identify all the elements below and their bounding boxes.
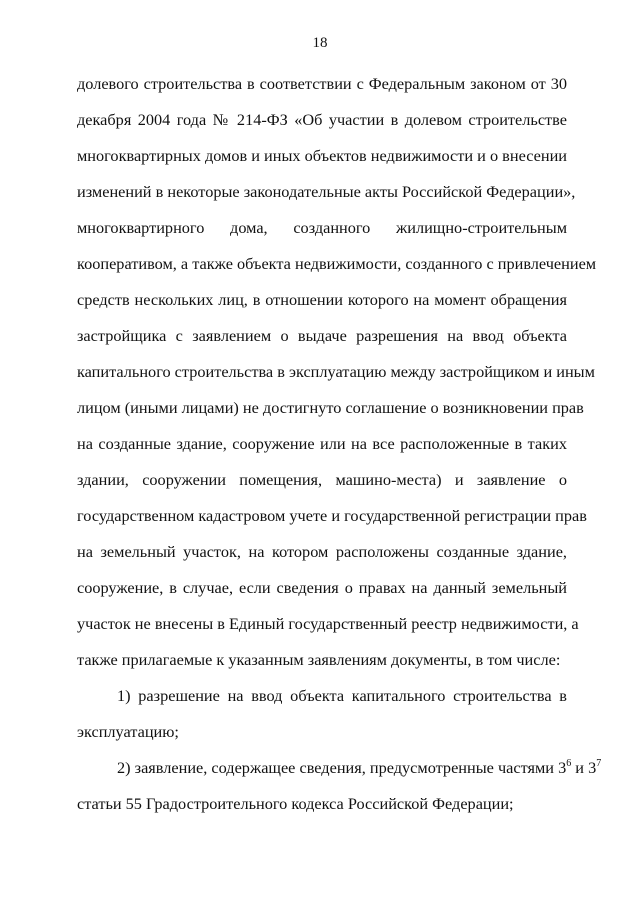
superscript-6: 6 xyxy=(566,758,572,769)
text-line: лицом (иными лицами) не достигнуто соглашение о возникновении прав xyxy=(77,398,584,417)
text-line: застройщика с заявлением о выдаче разрешения на ввод объекта xyxy=(77,326,567,345)
text-line: здании, сооружении помещения, машино-места) и заявление о xyxy=(77,470,567,489)
text-line: участок не внесены в Единый государственный реестр недвижимости, а xyxy=(77,614,579,633)
text-line: на созданные здание, сооружение или на все расположенные в таких xyxy=(77,434,567,453)
superscript-7: 7 xyxy=(596,758,602,769)
list-item-2-text-and: и 3 xyxy=(571,758,597,777)
text-line: государственном кадастровом учете и государственной регистрации прав xyxy=(77,506,587,525)
text-line: капитального строительства в эксплуатацию между застройщиком и иным xyxy=(77,362,595,381)
list-item-1-continuation: эксплуатацию; xyxy=(77,722,179,741)
list-item-1-line: 1) разрешение на ввод объекта капитального строительства в xyxy=(117,686,567,705)
text-line: многоквартирных домов и иных объектов недвижимости и о внесении xyxy=(77,146,567,165)
text-line: на земельный участок, на котором расположены созданные здание, xyxy=(77,542,567,561)
text-line: долевого строительства в соответствии с Федеральным законом от 30 xyxy=(77,74,567,93)
list-item-2-text: 2) заявление, содержащее сведения, предусмотренные частями 3 xyxy=(117,758,567,777)
text-line: многоквартирного дома, созданного жилищно-строительным xyxy=(77,218,567,237)
list-item-2-line xyxy=(117,758,602,778)
text-line: также прилагаемые к указанным заявлениям документы, в том числе: xyxy=(77,650,561,669)
text-line: декабря 2004 года № 214-ФЗ «Об участии в долевом строительстве xyxy=(77,110,567,129)
text-line: средств нескольких лиц, в отношении которого на момент обращения xyxy=(77,290,567,309)
text-line: кооперативом, а также объекта недвижимости, созданного с привлечением xyxy=(77,254,597,273)
list-item-2-continuation: статьи 55 Градостроительного кодекса Российской Федерации; xyxy=(77,794,514,813)
text-line: изменений в некоторые законодательные акты Российской Федерации», xyxy=(77,182,576,201)
text-line: сооружение, в случае, если сведения о правах на данный земельный xyxy=(77,578,567,597)
page-number: 18 xyxy=(312,35,328,51)
